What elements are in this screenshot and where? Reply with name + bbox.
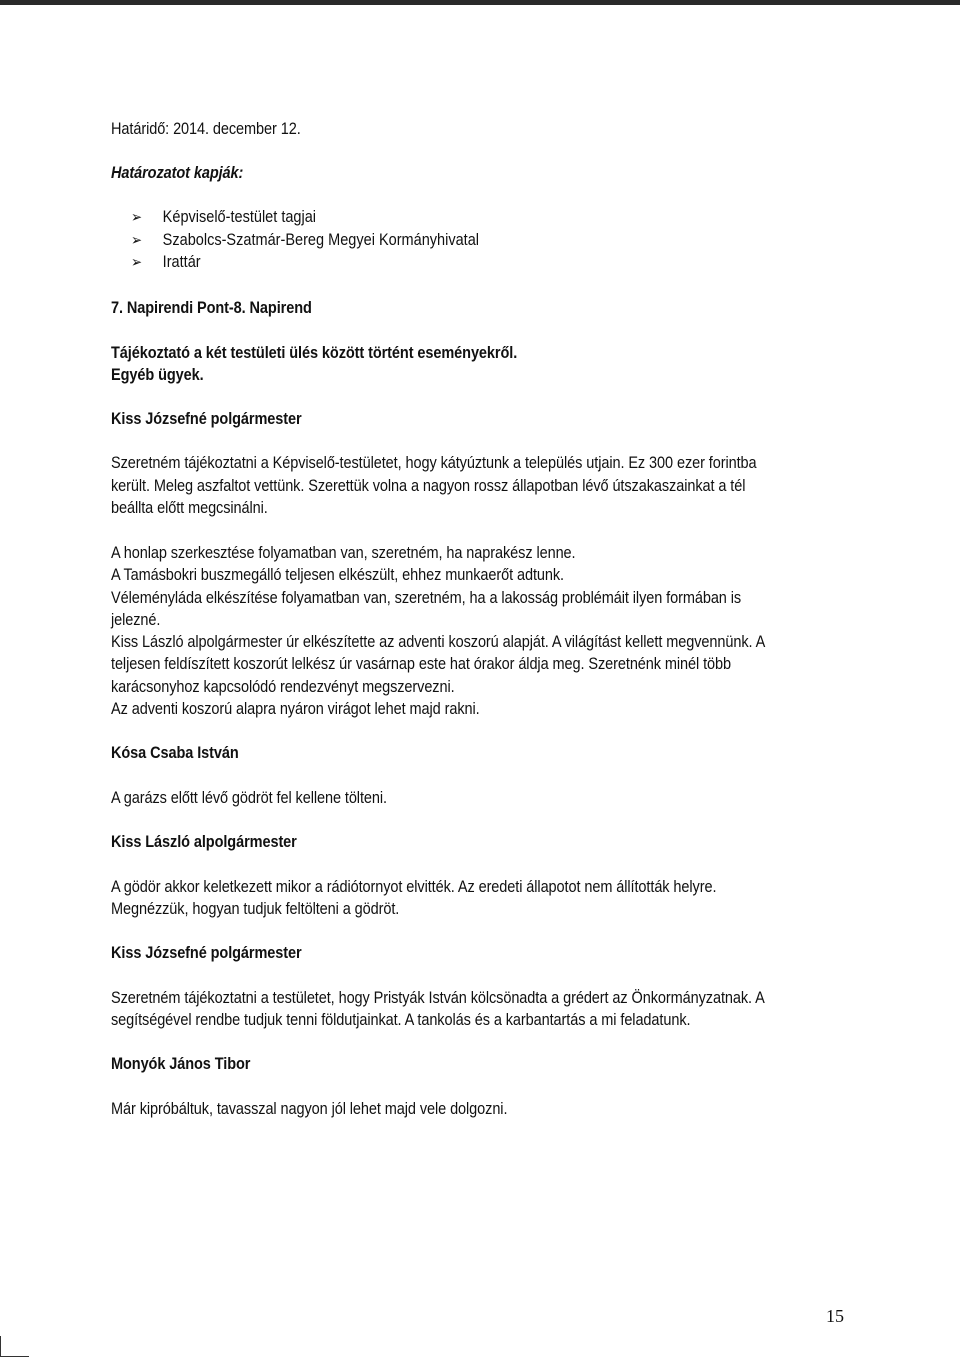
paragraph-line: Véleményláda elkészítése folyamatban van, szeretném, ha a lakosság problémáit ilyen formában is xyxy=(111,589,742,607)
paragraph-line: Kiss László alpolgármester úr elkészítette az adventi koszorú alapját. A világítást kellett megvennünk. A xyxy=(111,633,766,651)
paragraph-line: Szeretném tájékoztatni a testületet, hogy Pristyák István kölcsönadta a grédert az Önkormányzatnak. A xyxy=(111,989,765,1007)
paragraph-line: teljesen feldíszített koszorút lelkész úr vasárnap este hat órakor áldja meg. Szeretnénk minél több xyxy=(111,655,732,673)
paragraph-line: A gödör akkor keletkezett mikor a rádiótornyot elvitték. Az eredeti állapotot nem állították helyre. xyxy=(111,878,717,896)
paragraph-line: A Tamásbokri buszmegálló teljesen elkészült, ehhez munkaerőt adtunk. xyxy=(111,566,565,584)
speaker-name: Kiss Józsefné polgármester xyxy=(111,944,302,962)
paragraph-line: Szeretném tájékoztatni a Képviselő-testületet, hogy kátyúztunk a település utjain. Ez 300 ezer forintba xyxy=(111,454,757,472)
paragraph-line: jelezné. xyxy=(111,611,161,629)
paragraph-line: A garázs előtt lévő gödröt fel kellene tölteni. xyxy=(111,789,387,807)
paragraph-line: karácsonyhoz kapcsolódó rendezvényt megszervezni. xyxy=(111,678,455,696)
scan-top-border xyxy=(0,0,960,5)
speaker-name: Kósa Csaba István xyxy=(111,744,239,762)
recipient-item: ➢ Irattár xyxy=(131,251,201,274)
speaker-name: Kiss László alpolgármester xyxy=(111,833,297,851)
arrow-bullet-icon: ➢ xyxy=(131,232,143,249)
agenda-title: 7. Napirendi Pont-8. Napirend xyxy=(111,299,312,317)
paragraph-line: Megnézzük, hogyan tudjuk feltölteni a gödröt. xyxy=(111,900,400,918)
paragraph-line: Már kipróbáltuk, tavasszal nagyon jól lehet majd vele dolgozni. xyxy=(111,1100,508,1118)
agenda-line: Egyéb ügyek. xyxy=(111,366,204,384)
deadline-line: Határidő: 2014. december 12. xyxy=(111,120,301,138)
page-number: 15 xyxy=(826,1306,844,1326)
speaker-name: Monyók János Tibor xyxy=(111,1055,251,1073)
arrow-bullet-icon: ➢ xyxy=(131,254,143,271)
paragraph-line: beállta előtt megcsinálni. xyxy=(111,499,268,517)
recipient-item: ➢ Képviselő-testület tagjai xyxy=(131,206,316,229)
paragraph-line: Az adventi koszorú alapra nyáron virágot lehet majd rakni. xyxy=(111,700,480,718)
speaker-name: Kiss Józsefné polgármester xyxy=(111,410,302,428)
recipient-item: ➢ Szabolcs-Szatmár-Bereg Megyei Kormányhivatal xyxy=(131,229,479,252)
recipients-heading: Határozatot kapják: xyxy=(111,164,244,182)
arrow-bullet-icon: ➢ xyxy=(131,209,143,226)
scan-corner-mark xyxy=(0,1336,29,1357)
paragraph-line: került. Meleg aszfaltot vettünk. Szerettük volna a nagyon rossz állapotban lévő útszakaszainkat a tél xyxy=(111,477,746,495)
paragraph-line: segítségével rendbe tudjuk tenni földutjainkat. A tankolás és a karbantartás a mi feladatunk. xyxy=(111,1011,691,1029)
agenda-line: Tájékoztató a két testületi ülés között történt eseményekről. xyxy=(111,344,518,362)
paragraph-line: A honlap szerkesztése folyamatban van, szeretném, ha naprakész lenne. xyxy=(111,544,576,562)
